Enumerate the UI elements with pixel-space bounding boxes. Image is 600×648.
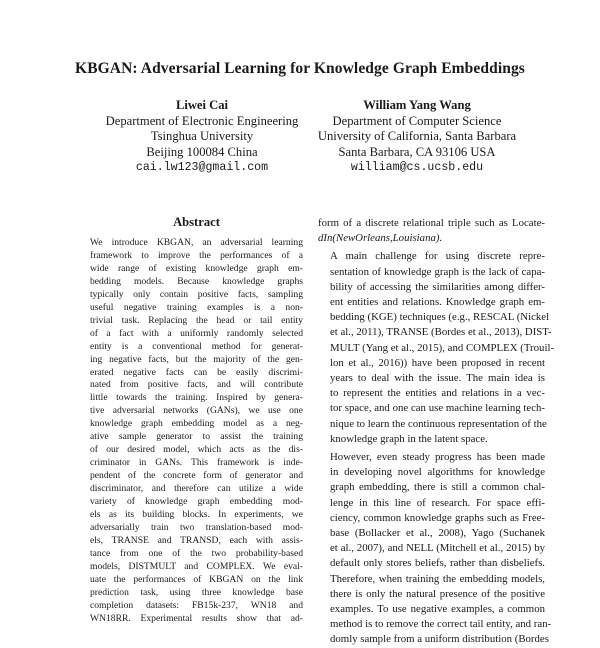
intro-line: However, even steady progress has been made bbox=[330, 451, 545, 464]
author-address: Santa Barbara, CA 93106 USA bbox=[338, 144, 496, 159]
intro-paragraph-3 bbox=[318, 450, 552, 648]
abstract-line: typically only contain positive facts, sampling bbox=[90, 288, 303, 300]
abstract-line: models, DISTMULT and COMPLEX. We eval- bbox=[90, 560, 303, 572]
intro-line: ciency, common knowledge graphs such as Free- bbox=[330, 511, 545, 524]
abstract-line: wide range of existing knowledge graph em- bbox=[90, 262, 303, 274]
abstract-line: els as its building blocks. In experiments, we bbox=[90, 509, 303, 521]
intro-paragraph-1 bbox=[318, 216, 545, 246]
abstract-line: erated negative facts can be easily discrimi- bbox=[90, 366, 303, 378]
intro-line: sentation of knowledge graph is the lack of capa- bbox=[330, 265, 545, 278]
abstract-line: variety of knowledge graph embedding mod- bbox=[90, 496, 303, 508]
abstract-line: tive adversarial networks (GANs), we use one bbox=[90, 405, 303, 417]
intro-line: ent entities and relations. Knowledge graph em- bbox=[330, 296, 545, 309]
abstract-line: completion datasets: FB15k-237, WN18 and bbox=[90, 599, 303, 611]
abstract-line: nated from positive facts, and will contribute bbox=[90, 379, 303, 391]
paper-title bbox=[0, 60, 600, 78]
author-university: Tsinghua University bbox=[150, 129, 254, 143]
author-block-1 bbox=[92, 98, 312, 176]
author-university: University of California, Santa Barbara bbox=[317, 129, 517, 143]
intro-line: default only stores beliefs, rather than disbeliefs. bbox=[330, 557, 545, 570]
abstract-line: trivial task. Replacing the head or tail entity bbox=[90, 314, 303, 326]
author-block-2 bbox=[292, 98, 542, 176]
author-email[interactable]: william@cs.ucsb.edu bbox=[350, 161, 484, 174]
abstract-heading: Abstract bbox=[173, 215, 220, 229]
intro-line: MULT (Yang et al., 2015), and COMPLEX (Trouil- bbox=[330, 341, 555, 354]
intro-line: nique to learn the continuous representation of the bbox=[330, 417, 547, 430]
author-name: William Yang Wang bbox=[363, 98, 471, 112]
intro-column bbox=[318, 216, 555, 648]
abstract-line: We introduce KBGAN, an adversarial learning bbox=[90, 237, 303, 248]
abstract-line: adversarially train two translation-based mod- bbox=[90, 521, 303, 533]
abstract-line: criminator in GANs. This framework is inde- bbox=[90, 457, 303, 469]
abstract-line: of a fact with a uniformly randomly selected bbox=[90, 327, 303, 339]
author-address: Beijing 100084 China bbox=[146, 144, 258, 159]
author-email[interactable]: cai.lw123@gmail.com bbox=[135, 161, 269, 174]
abstract-line: uate the performances of KBGAN on the link bbox=[90, 573, 303, 585]
abstract-line: discriminator, and therefore can utilize a wide bbox=[90, 483, 303, 495]
intro-line: Therefore, when training the embedding models, bbox=[330, 572, 545, 585]
intro-line: examples. To use negative examples, a common bbox=[330, 603, 545, 616]
abstract-line: entity is a conventional method for generat- bbox=[90, 340, 303, 352]
intro-line: base (Bollacker et al., 2008), Yago (Suchanek bbox=[330, 527, 545, 540]
abstract-body bbox=[90, 237, 303, 626]
abstract-line: little towards the training. Inspired by genera- bbox=[90, 392, 303, 404]
intro-line: there is only the natural presence of the positive bbox=[330, 587, 545, 600]
intro-line: in developing novel algorithms for knowledge bbox=[330, 466, 545, 479]
intro-line: graph embedding, there is still a common chal- bbox=[330, 481, 545, 494]
abstract-line: els, TRANSE and TRANSD, each with assis- bbox=[90, 534, 303, 546]
abstract-line: WN18RR. Experimental results show that ad- bbox=[90, 612, 303, 624]
intro-line: form of a discrete relational triple such as Locate- bbox=[318, 217, 545, 229]
intro-line: domly sample from a uniform distribution (Bordes bbox=[330, 633, 549, 646]
intro-line: dIn(NewOrleans,Louisiana). bbox=[318, 232, 443, 245]
intro-line: bedding (KGE) techniques (e.g., RESCAL (Nickel bbox=[330, 311, 550, 324]
abstract-line: knowledge graph embedding model as a neg- bbox=[90, 418, 303, 430]
intro-line: lon et al., 2016)) have been proposed in recent bbox=[330, 356, 545, 369]
intro-line: lenge in this line of research. For space effi- bbox=[330, 496, 545, 509]
title-rest: : Adversarial Learning for Knowledge Graph Embeddings bbox=[132, 60, 525, 77]
author-department: Department of Electronic Engineering bbox=[105, 113, 299, 128]
intro-line: to represent the entities and relations in a vec- bbox=[330, 387, 545, 400]
abstract-line: bedding models. Because knowledge graphs bbox=[90, 275, 303, 287]
abstract-line: framework to improve the performances of a bbox=[90, 249, 303, 261]
intro-line: bility of accessing the similarities among differ- bbox=[330, 280, 545, 293]
title-system-name: KBGAN bbox=[75, 60, 133, 77]
abstract-line: tance from one of the two probability-based bbox=[90, 547, 303, 559]
abstract-line: ing negative facts, but the majority of the gen- bbox=[90, 353, 303, 365]
abstract-line: prediction task, using three knowledge base bbox=[90, 586, 303, 598]
intro-line: knowledge graph in the latent space. bbox=[330, 432, 488, 445]
intro-paragraph-2 bbox=[318, 249, 555, 447]
intro-line: method is to remove the correct tail entity, and ran- bbox=[330, 618, 552, 631]
intro-line: tor space, and one can use machine learning tech- bbox=[330, 402, 545, 415]
intro-line: years to deal with the issue. The main idea is bbox=[330, 372, 545, 385]
abstract-line: useful negative training examples is a non- bbox=[90, 301, 303, 313]
abstract-line: pendent of the concrete form of generator and bbox=[90, 470, 303, 482]
intro-line: A main challenge for using discrete repre- bbox=[330, 250, 545, 263]
intro-line: et al., 2007), and NELL (Mitchell et al., 2015) by bbox=[330, 542, 545, 555]
abstract-line: ative sample generator to assist the training bbox=[90, 431, 303, 443]
abstract-line: of our desired model, which acts as the dis- bbox=[90, 444, 303, 456]
author-name: Liwei Cai bbox=[175, 98, 229, 112]
intro-line: et al., 2011), TRANSE (Bordes et al., 2013), DIST- bbox=[330, 326, 552, 339]
author-department: Department of Computer Science bbox=[332, 113, 502, 128]
